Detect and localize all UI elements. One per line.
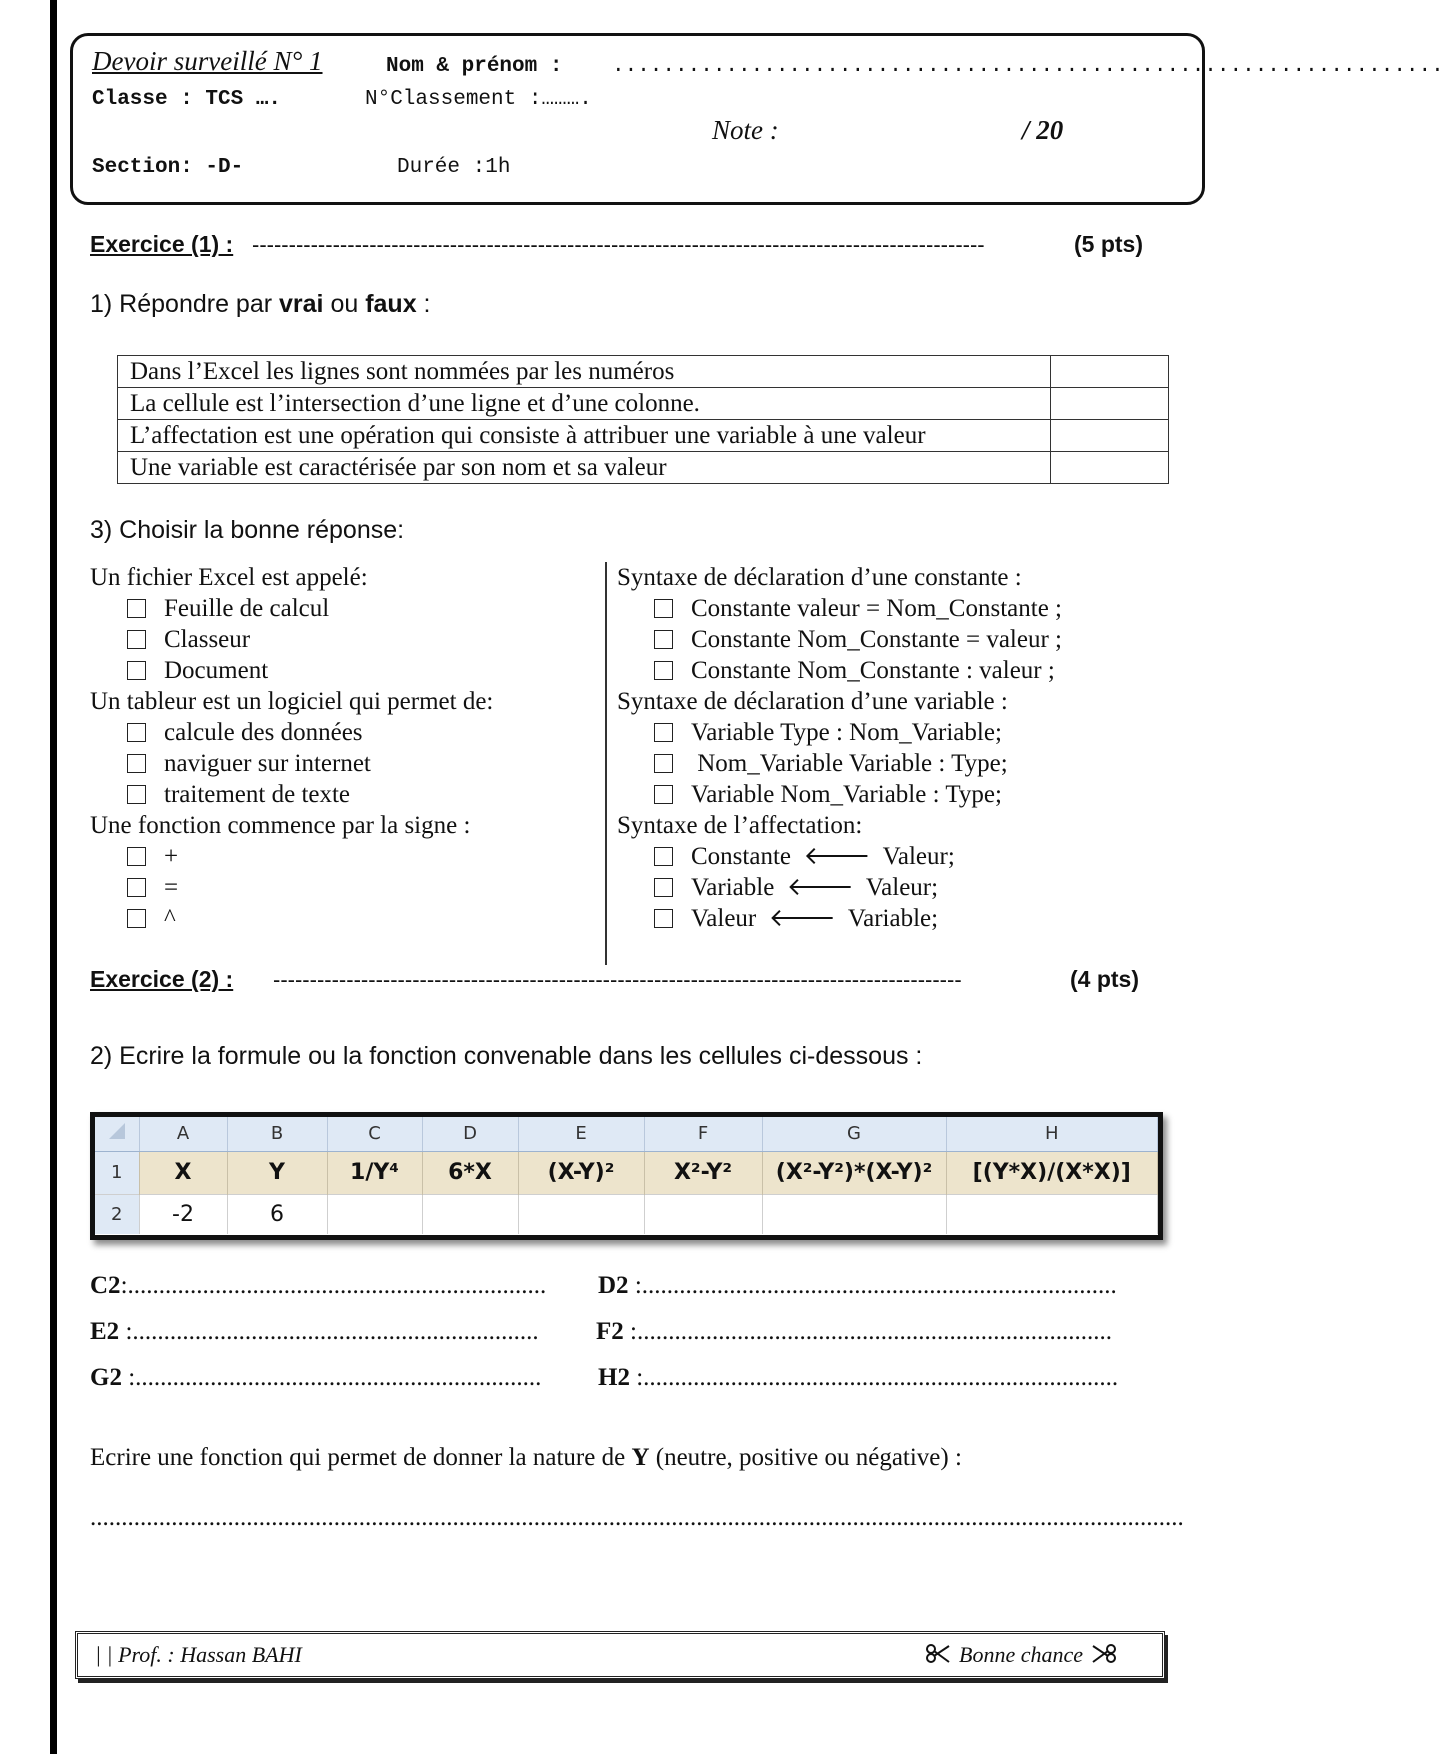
checkbox[interactable] [127,785,146,804]
statement-cell: L’affectation est une opération qui consiste à attribuer une variable à une valeur [118,420,1051,452]
answer-cell[interactable] [1051,420,1169,452]
checkbox[interactable] [654,909,673,928]
column-header-row [95,1117,1158,1151]
statement-cell: Dans l’Excel les lignes sont nommées par les numéros [118,356,1051,388]
checkbox[interactable] [127,847,146,866]
cell-b2[interactable]: 6 [227,1194,327,1234]
cell-f2[interactable] [644,1194,762,1234]
question-2: 2) Ecrire la formule ou la fonction convenable dans les cellules ci-dessous : [90,1042,923,1070]
question-4-suffix: (neutre, positive ou négative) : [649,1444,962,1471]
row-header[interactable]: 2 [95,1194,139,1234]
option-label: Document [164,657,269,684]
option-label: Variable Type : Nom_Variable; [691,719,1002,746]
separator: : [119,1318,133,1345]
answer-cell[interactable] [1051,356,1169,388]
mcq-option[interactable] [617,779,1062,810]
mcq-option[interactable] [617,841,1062,872]
answer-line-d2[interactable] [598,1272,1148,1300]
good-luck-text: Bonne chance [959,1642,1083,1667]
cell-d1[interactable]: 6*X [422,1151,518,1194]
name-field[interactable]: .................................................................. [612,55,1444,78]
column-header[interactable]: H [946,1117,1158,1151]
cell-ref-label: F2 [596,1318,624,1345]
question-1 [90,290,431,319]
mcq-option[interactable] [617,624,1062,655]
column-header[interactable]: A [139,1117,227,1151]
question-4-answer-line[interactable]: ............................................................................................................................................................................... [90,1504,1184,1531]
cell-ref-label: D2 [598,1272,629,1299]
cell-c2[interactable] [327,1194,422,1234]
option-label: + [164,843,179,870]
exercise-2-divider: ---------------------------------------------------------------------------------------------- [273,967,962,992]
scissors-icon [925,1643,951,1665]
option-label: Classeur [164,626,251,653]
teacher-name: | | Prof. : Hassan BAHI [95,1642,302,1667]
table-row [118,452,1169,484]
table-row [95,1194,1158,1234]
answer-line-f2[interactable] [596,1318,1148,1346]
mcq-option[interactable] [90,903,493,934]
question-1-text: 1) Répondre par [90,290,280,318]
separator: : [121,1364,136,1391]
question-1-colon: : [416,290,431,318]
mcq-option[interactable] [617,593,1062,624]
mcq-question: Syntaxe de l’affectation: [617,812,863,839]
cell-ref-label: H2 [598,1364,630,1391]
option-label: traitement de texte [164,781,351,808]
checkbox[interactable] [654,661,673,680]
question-1-ou: ou [323,290,366,318]
cell-a1[interactable]: X [139,1151,227,1194]
mcq-option[interactable] [90,593,493,624]
option-label: Nom_Variable Variable : Type; [691,750,1008,777]
mcq-option[interactable] [90,655,493,686]
question-3: 3) Choisir la bonne réponse: [90,516,405,544]
option-label: Feuille de calcul [164,595,330,622]
mcq-right-column [617,562,1062,934]
option-label: calcule des données [164,719,363,746]
separator: : [623,1318,637,1345]
true-false-table [117,355,1169,484]
option-label: Constante 🡐 Valeur; [691,843,955,870]
cell-h1[interactable]: [(Y*X)/(X*X)] [946,1151,1158,1194]
exercise-2-points: (4 pts) [1070,966,1139,992]
column-header[interactable]: C [327,1117,422,1151]
cell-e2[interactable] [518,1194,644,1234]
option-label: Constante Nom_Constante : valeur ; [691,657,1055,684]
checkbox[interactable] [127,630,146,649]
checkbox[interactable] [654,785,673,804]
ranking-label: N°Classement :………. [365,88,592,111]
section-label: Section: -D- [92,156,244,179]
cell-c1[interactable]: 1/Y⁴ [327,1151,422,1194]
checkbox[interactable] [654,847,673,866]
answer-dots: ............................................................................ [641,1272,1117,1299]
mcq-option[interactable] [90,624,493,655]
class-label: Classe : TCS …. [92,88,282,111]
table-row [95,1151,1158,1194]
answer-cell[interactable] [1051,452,1169,484]
cell-ref-label: G2 [90,1364,122,1391]
scissors-icon [1091,1643,1117,1665]
mcq-question: Un tableur est un logiciel qui permet de: [90,688,494,715]
mcq-option[interactable] [617,717,1062,748]
checkbox[interactable] [127,754,146,773]
checkbox[interactable] [654,754,673,773]
checkbox[interactable] [127,723,146,742]
column-header[interactable]: G [762,1117,946,1151]
question-4-variable: Y [631,1444,650,1471]
page-margin-bar [50,0,57,1754]
cell-b1[interactable]: Y [227,1151,327,1194]
answer-dots: ................................................................. [132,1318,539,1345]
mcq-option[interactable] [90,872,493,903]
option-label: = [164,874,179,901]
cell-g1[interactable]: (X²-Y²)*(X-Y)² [762,1151,946,1194]
answer-cell[interactable] [1051,388,1169,420]
question-4-text: Ecrire une fonction qui permet de donner la nature de [90,1444,632,1471]
mcq-option[interactable] [90,841,493,872]
option-label: naviguer sur internet [164,750,371,777]
mcq-option[interactable] [617,748,1062,779]
question-1-faux: faux [365,290,417,318]
option-label: Variable Nom_Variable : Type; [691,781,1002,808]
row-header[interactable]: 1 [95,1151,139,1194]
cell-h2[interactable] [946,1194,1158,1234]
checkbox[interactable] [127,878,146,897]
mcq-left-column [90,562,493,934]
answer-dots: ................................................................... [127,1272,547,1299]
answer-dots: ................................................................. [135,1364,542,1391]
grade-total: / 20 [1022,115,1064,145]
mcq-question: Un fichier Excel est appelé: [90,564,368,591]
column-header[interactable]: F [644,1117,762,1151]
separator: : [628,1272,642,1299]
cell-e1[interactable]: (X-Y)² [518,1151,644,1194]
option-label: Valeur 🡐 Variable; [691,905,939,932]
mcq-question: Syntaxe de déclaration d’une constante : [617,564,1022,591]
cell-d2[interactable] [422,1194,518,1234]
select-all-corner[interactable] [95,1117,139,1151]
table-row [118,420,1169,452]
column-divider [605,562,607,965]
checkbox[interactable] [127,909,146,928]
question-4 [90,1444,962,1472]
name-label: Nom & prénom : [386,55,563,78]
answer-line-c2[interactable] [90,1272,595,1300]
mcq-option[interactable] [617,903,1062,934]
answer-line-g2[interactable] [90,1364,595,1392]
option-label: Constante Nom_Constante = valeur ; [691,626,1062,653]
mcq-question: Une fonction commence par la signe : [90,812,471,839]
answer-line-e2[interactable] [90,1318,595,1346]
exercise-1-title: Exercice (1) : [90,231,234,257]
cell-ref-label: E2 [90,1318,120,1345]
checkbox[interactable] [654,723,673,742]
answer-dots: ............................................................................ [643,1364,1119,1391]
cell-g2[interactable] [762,1194,946,1234]
spreadsheet [90,1112,1163,1240]
mcq-option[interactable] [617,655,1062,686]
mcq-option[interactable] [90,717,493,748]
cell-f1[interactable]: X²-Y² [644,1151,762,1194]
checkbox[interactable] [654,878,673,897]
mcq-option[interactable] [617,872,1062,903]
table-row [118,356,1169,388]
answer-dots: ............................................................................ [636,1318,1112,1345]
cell-a2[interactable]: -2 [139,1194,227,1234]
checkbox[interactable] [127,661,146,680]
column-header[interactable]: D [422,1117,518,1151]
question-1-vrai: vrai [279,290,324,318]
statement-cell: La cellule est l’intersection d’une ligne et d’une colonne. [118,388,1051,420]
separator: : [120,1272,128,1299]
exercise-2-title: Exercice (2) : [90,966,234,992]
cell-ref-label: C2 [90,1272,121,1299]
mcq-option[interactable] [90,748,493,779]
checkbox[interactable] [654,599,673,618]
checkbox[interactable] [654,630,673,649]
statement-cell: Une variable est caractérisée par son nom et sa valeur [118,452,1051,484]
table-row [118,388,1169,420]
separator: : [629,1364,644,1391]
duration-label: Durée :1h [397,156,511,179]
answer-line-h2[interactable] [598,1364,1148,1392]
exercise-1-points: (5 pts) [1074,231,1143,257]
spreadsheet-grid [95,1117,1158,1234]
mcq-option[interactable] [90,779,493,810]
grade-label: Note : [712,115,779,145]
exam-title: Devoir surveillé N° 1 [92,46,323,76]
mcq-question: Syntaxe de déclaration d’une variable : [617,688,1008,715]
column-header[interactable]: B [227,1117,327,1151]
good-luck [925,1642,1117,1668]
column-header[interactable]: E [518,1117,644,1151]
option-label: Variable 🡐 Valeur; [691,874,939,901]
option-label: ^ [164,905,176,932]
checkbox[interactable] [127,599,146,618]
option-label: Constante valeur = Nom_Constante ; [691,595,1062,622]
exercise-1-divider: ---------------------------------------------------------------------------------------------------- [252,232,985,257]
